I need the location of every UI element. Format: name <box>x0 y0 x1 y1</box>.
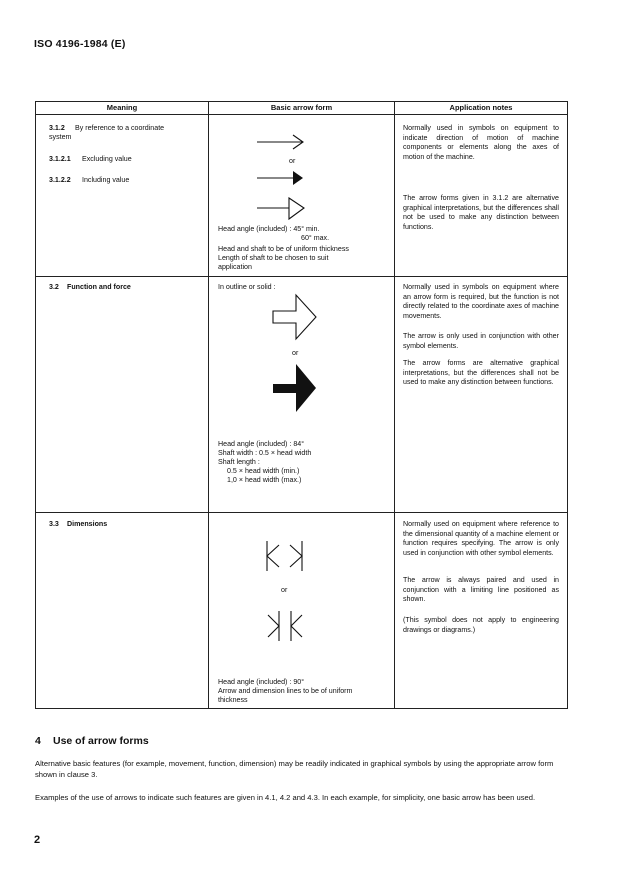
section-number: 4 <box>35 735 41 747</box>
note-paragraph: The arrow is only used in conjunction with other symbol elements. <box>403 332 559 350</box>
spec-line: 1,0 × head width (max.) <box>227 476 302 484</box>
column-header-application-notes: Application notes <box>395 102 568 115</box>
arrow-form-cell <box>209 513 395 709</box>
note-paragraph: The arrow forms are alternative graphical interpretations, but the differences shall not be used to make any distinction between functions. <box>403 359 559 386</box>
body-paragraph: Alternative basic features (for example, movement, function, dimension) may be readily indicated in graphical symbols by using the appropriate arrow form shown in clause 3. <box>35 759 554 779</box>
section-title: Use of arrow forms <box>53 735 149 747</box>
solid-head-arrow-icon <box>257 171 303 185</box>
application-notes-cell <box>395 513 568 709</box>
clause-text: Dimensions <box>67 520 108 528</box>
body-paragraph: Examples of the use of arrows to indicate such features are given in 4.1, 4.2 and 4.3. In each example, for simplicity, one basic arrow has been used. <box>35 793 536 802</box>
clause-text: system <box>49 133 72 141</box>
outline-head-arrow-icon <box>257 198 304 219</box>
note-paragraph: The arrow forms given in 3.1.2 are alternative graphical interpretations, but the differences shall not be used to make any distinction between functions. <box>403 194 559 231</box>
meaning-cell <box>36 513 209 709</box>
clause-number: 3.1.2.2 <box>49 176 71 184</box>
meaning-cell <box>36 115 209 277</box>
spec-line: application <box>218 263 252 271</box>
clause-text: Including value <box>82 176 130 184</box>
clause-text: By reference to a coordinate <box>75 124 165 132</box>
spec-line: 60° max. <box>301 234 330 242</box>
document-header: ISO 4196-1984 (E) <box>34 38 126 50</box>
spec-line: Shaft width : 0.5 × head width <box>218 449 312 457</box>
note-paragraph: Normally used on equipment where reference to the dimensional quantity of a machine element or function requires specifying. The arrow is only used in conjunction with other symbol elements. <box>403 520 559 557</box>
clause-number: 3.1.2 <box>49 124 65 132</box>
or-label: or <box>281 586 288 594</box>
application-notes-cell <box>395 277 568 513</box>
arrow-form-cell <box>209 115 395 277</box>
table-row <box>36 115 568 277</box>
note-paragraph: Normally used in symbols on equipment where an arrow form is required, but the function is not directly related to the coordinate axes of machine movements. <box>403 283 559 320</box>
dimension-arrows-outward-icon <box>268 611 302 641</box>
clause-text: Function and force <box>67 283 131 291</box>
column-header-arrow-form: Basic arrow form <box>209 102 395 115</box>
arrow-form-cell <box>209 277 395 513</box>
application-notes-cell <box>395 115 568 277</box>
or-label: or <box>289 157 296 165</box>
clause-number: 3.1.2.1 <box>49 155 71 163</box>
spec-line: Head angle (included) : 84° <box>218 440 305 448</box>
spec-line: Head angle (included) : 45° min. <box>218 225 320 233</box>
solid-block-arrow-icon <box>273 364 316 412</box>
table-row <box>36 513 568 709</box>
arrow-forms-table <box>35 101 568 709</box>
clause-text: Excluding value <box>82 155 132 163</box>
spec-line: Head angle (included) : 90° <box>218 678 305 686</box>
spec-line: 0.5 × head width (min.) <box>227 467 300 475</box>
or-label: or <box>292 349 299 357</box>
spec-line: Shaft length : <box>218 458 260 466</box>
clause-number: 3.3 <box>49 520 59 528</box>
spec-line: Length of shaft to be chosen to suit <box>218 254 329 262</box>
form-intro: In outline or solid : <box>218 283 276 291</box>
spec-line: Arrow and dimension lines to be of uniform <box>218 687 353 695</box>
spec-line: thickness <box>218 696 248 704</box>
meaning-cell <box>36 277 209 513</box>
note-paragraph: (This symbol does not apply to engineering drawings or diagrams.) <box>403 616 559 634</box>
dimension-arrows-inward-icon <box>267 541 302 571</box>
table-header-row <box>36 102 568 115</box>
open-head-arrow-icon <box>257 135 303 149</box>
note-paragraph: The arrow is always paired and used in conjunction with a limiting line positioned as shown. <box>403 576 559 603</box>
table-row <box>36 277 568 513</box>
outline-block-arrow-icon <box>273 295 316 339</box>
page-number: 2 <box>34 834 41 846</box>
clause-number: 3.2 <box>49 283 59 291</box>
column-header-meaning: Meaning <box>36 102 209 115</box>
spec-line: Head and shaft to be of uniform thickness <box>218 245 349 253</box>
note-paragraph: Normally used in symbols on equipment to indicate direction of motion of machine components or elements along the axes of motion of the machine. <box>403 124 559 161</box>
